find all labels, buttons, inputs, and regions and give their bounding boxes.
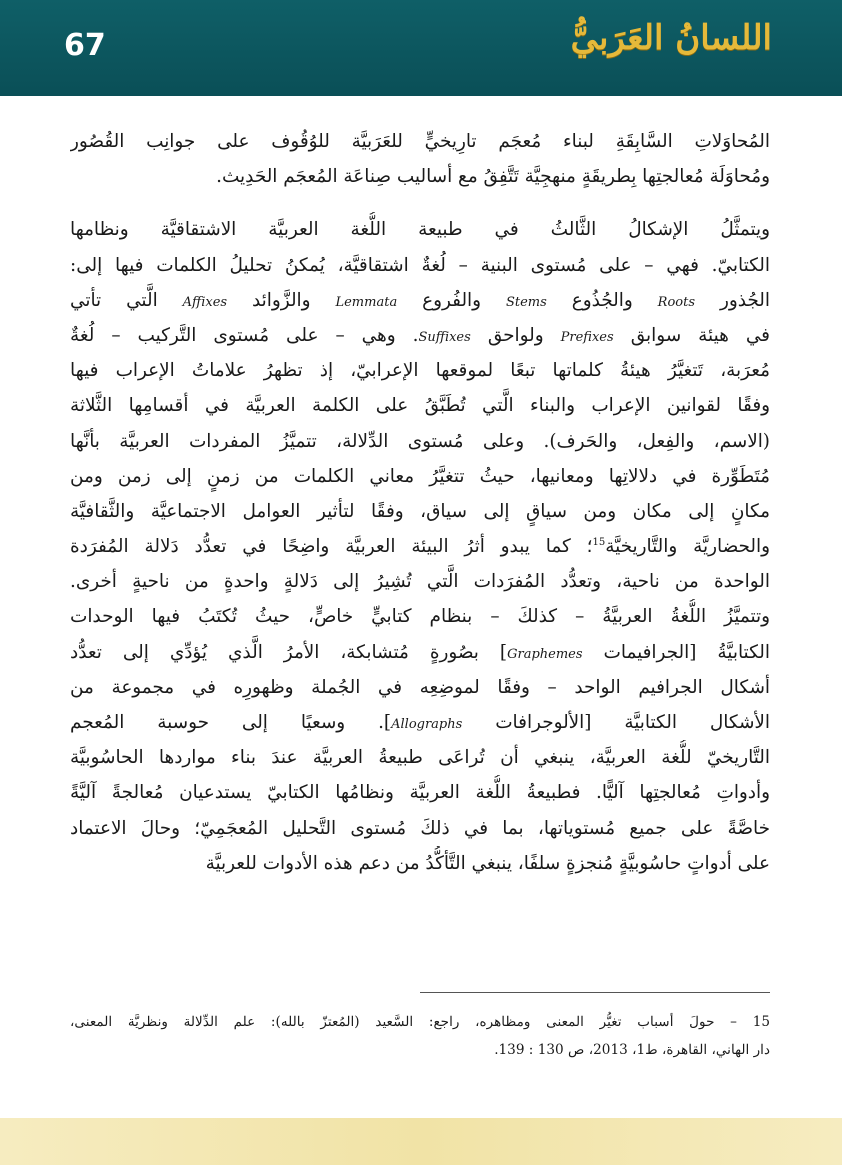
term-suffixes: Suffixes [418, 329, 471, 345]
text-line: التَّاريخيّ للُّغة العربيَّة، ينبغي أن تُراعَى طبيعةُ العربيَّة عندَ بناء مواردها الحاسُوبيَّة [70, 747, 770, 769]
term-lemmata: Lemmata [335, 294, 398, 310]
word-lemmata-ar: والفُروع [422, 289, 482, 311]
text-line [70, 283, 770, 318]
text-fragment: ؛ كما يبدو أثرُ البيئة العربيَّة واضِحًا في تعدُّد دَلالة المُفرَدة [70, 536, 593, 558]
footnote-line: 15 – حولَ أسباب تغيُّر المعنى ومظاهره، راجع: السَّعيد (المُعتزّ بالله): علم الدِّلالة ونظريَّة المعنى، [70, 1014, 770, 1030]
page-header [0, 0, 842, 96]
text-line: (الاسم، والفِعل، والحَرف). وعلى مُستوى الدِّلالة، تتميَّزُ المفردات العربيَّة بأنَّها [70, 430, 770, 452]
text-line [70, 635, 770, 670]
term-graphemes: Graphemes [507, 646, 583, 662]
body-text [70, 124, 770, 881]
footnote-divider [420, 992, 770, 993]
word-roots-ar: الجُذور [719, 289, 770, 311]
journal-logo: اللسانُ العَرَبيُّ [570, 18, 772, 58]
text-line: مُعرَبة، تَتغيَّرُ هيئةُ كلماتها تبعًا لموقعها الإعرابيّ، إذ تظهرُ علاماتُ الإعراب فيها [70, 360, 770, 382]
text-line: المُحاوَلاتِ السَّابِقَةِ لبناء مُعجَم تارِيخيٍّ للعَرَبيَّة للوُقُوف على جوانِب القُصُور [70, 131, 770, 152]
text-line: خاصَّةً على جميع مُستوياتها، بما في ذلكَ مُستوى التَّحليل المُعجَمِيّ؛ وحالَ الاعتماد [70, 817, 770, 839]
text-line: وأدواتِ مُعالجتِها آليًّا. فطبيعةُ اللُّغة العربيَّة ونظامُها الكتابيّ يستدعيان مُعالجةً آليَّةً [70, 782, 770, 804]
text-fragment: في هيئة سوابق [630, 324, 770, 346]
word-affixes-ar: والزَّوائد [252, 289, 311, 311]
page-number: 67 [64, 28, 106, 63]
text-line: ومُحاوَلَة مُعالجتِها بِطريقَةٍ منهجِيَّة تَتَّفِقُ مع أساليب صِناعَة المُعجَم الحَدِيث. [216, 166, 770, 188]
text-fragment: الَّتي تأتي [70, 289, 158, 311]
footnote-line: دار الهاني، القاهرة، ط1، 2013، ص 130 : 139. [494, 1042, 770, 1058]
footnote-reference[interactable]: 15 [592, 536, 606, 548]
text-fragment: والحضاريَّة والتَّاريخيَّة [605, 536, 770, 558]
text-fragment: ]. وسعيًا إلى حوسبة المُعجم [70, 712, 392, 733]
text-line: الواحدة من ناحية، وتعدُّد المُفرَدات الَّتي تُشِيرُ إلى دَلالةٍ واحدةٍ من ناحيةٍ أخرى. [70, 571, 770, 593]
text-line: وتتميَّزُ اللُّغةُ العربيَّةُ – كذلكَ – بنظام كتابيٍّ خاصٍّ، حيثُ تُكتَبُ فيها الوحدات [70, 606, 770, 628]
term-allographs: Allographs [391, 717, 463, 732]
term-stems: Stems [505, 294, 547, 310]
text-line [70, 318, 770, 353]
text-fragment: الأشكال الكتابيَّة [الألوجرافات [495, 712, 770, 733]
text-line: الكتابيّ. فهي – على مُستوى البنية – لُغةٌ اشتقاقيَّة، يُمكنُ تحليلُ الكلمات فيها إلى: [70, 254, 770, 276]
text-fragment: ولواحق [487, 324, 544, 346]
text-fragment: الكتابيَّةُ [الجرافيمات [603, 641, 770, 663]
footnote [70, 1008, 770, 1064]
text-fragment: ] بصُورةٍ مُتشابكة، الأمرُ الَّذي يُؤدِّي إلى تعدُّد [70, 641, 508, 663]
text-line: وفقًا لقوانين الإعراب والبناء الَّتي تُطَبَّقُ على الكلمة العربيَّة في أقسامِها الثَّلاثة [70, 395, 770, 417]
text-line: أشكال الجرافيم الواحد – وفقًا لموضِعِه في الجُملة وظهورِه في مجموعة من [70, 676, 770, 698]
word-stems-ar: والجُذُوع [571, 289, 633, 311]
text-line [70, 705, 770, 740]
text-line: ويتمثَّلُ الإشكالُ الثَّالثُ في طبيعة اللُّغة العربيَّة الاشتقاقيَّة ونظامها [70, 219, 770, 241]
term-prefixes: Prefixes [560, 329, 614, 345]
term-roots: Roots [657, 294, 696, 310]
page-footer-band [0, 1118, 842, 1165]
text-fragment: . وهي – على مُستوى التَّركيب – لُغةٌ [70, 324, 419, 346]
text-line: مُتَطَوِّرة في دلالاتِها ومعانيها، حيثُ تتغيَّرُ معاني الكلمات من زمنٍ إلى زمن ومن [70, 465, 770, 487]
text-line [70, 529, 770, 564]
text-line: على أدواتٍ حاسُوبيَّةٍ مُنجزةٍ سلفًا، ينبغي التَّأكُّدُ من دعم هذه الأدوات للعربيَّة [205, 852, 770, 874]
term-affixes: Affixes [182, 294, 228, 310]
text-line: مكانٍ إلى مكان ومن سياقٍ إلى سياق، وفقًا لتأثير العوامل الاجتماعيَّة والثَّقافيَّة [70, 500, 770, 522]
